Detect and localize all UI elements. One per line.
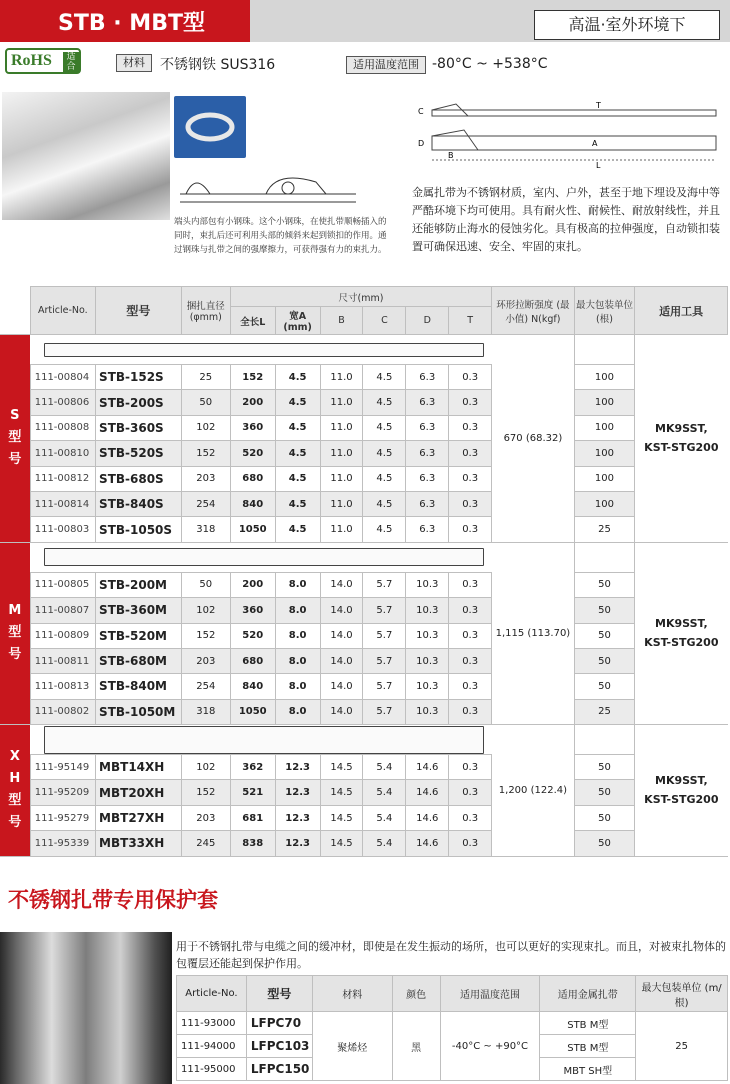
dim-D: 14.6 (406, 805, 449, 830)
tool-cell (635, 542, 728, 724)
dim-B: 11.0 (320, 415, 363, 440)
sleeve-model: LFPC103 (246, 1035, 312, 1058)
dim-T: 0.3 (449, 441, 492, 466)
table-row (0, 441, 728, 466)
dim-T: 0.3 (449, 517, 492, 542)
buckle-ring-icon (174, 96, 246, 158)
pack-unit: 50 (574, 780, 634, 805)
sleeve-temp: -40°C ~ +90°C (440, 1012, 540, 1081)
dim-T: 0.3 (449, 780, 492, 805)
dim-C: 4.5 (363, 491, 406, 516)
length-L: 1050 (230, 699, 275, 724)
dim-letter-C: C (418, 107, 424, 116)
dim-C: 5.7 (363, 598, 406, 623)
pack-spacer (574, 335, 634, 365)
dim-letter-A: A (592, 139, 598, 148)
dim-D: 6.3 (406, 365, 449, 390)
dim-letter-D: D (418, 139, 425, 148)
dim-T: 0.3 (449, 831, 492, 856)
article-no: 111-00808 (30, 415, 95, 440)
dim-T: 0.3 (449, 699, 492, 724)
dim-B: 14.5 (320, 805, 363, 830)
col-L: 全长L (230, 307, 275, 335)
width-A: 12.3 (275, 831, 320, 856)
dim-C: 4.5 (363, 517, 406, 542)
length-L: 680 (230, 648, 275, 673)
tie-diagram-row (0, 542, 728, 572)
cable-tie-icon (44, 726, 484, 754)
dim-T: 0.3 (449, 415, 492, 440)
col-size: 尺寸(mm) (230, 287, 491, 307)
col-C: C (363, 307, 406, 335)
length-L: 360 (230, 415, 275, 440)
product-photo (2, 92, 170, 220)
dim-D: 10.3 (406, 699, 449, 724)
length-L: 362 (230, 755, 275, 780)
col-T: T (449, 307, 492, 335)
col-bundle: 捆扎直径 (φmm) (181, 287, 230, 335)
length-L: 1050 (230, 517, 275, 542)
dim-D: 10.3 (406, 623, 449, 648)
article-no: 111-00809 (30, 623, 95, 648)
model: STB-152S (96, 365, 182, 390)
width-A: 8.0 (275, 572, 320, 597)
sleeve-tie-type: STB M型 (540, 1035, 636, 1058)
dim-C: 4.5 (363, 415, 406, 440)
bundle-dia: 318 (181, 699, 230, 724)
col-A: 宽A (mm) (275, 307, 320, 335)
bundle-dia: 152 (181, 623, 230, 648)
dim-D: 14.6 (406, 755, 449, 780)
pack-spacer (574, 725, 634, 755)
bundle-dia: 203 (181, 805, 230, 830)
dim-C: 5.7 (363, 648, 406, 673)
table-row (0, 674, 728, 699)
width-A: 12.3 (275, 780, 320, 805)
bundle-dia: 102 (181, 755, 230, 780)
article-no: 111-95209 (30, 780, 95, 805)
dim-T: 0.3 (449, 755, 492, 780)
ring-strength: 1,115 (113.70) (492, 542, 575, 724)
model: MBT14XH (96, 755, 182, 780)
article-no: 111-00811 (30, 648, 95, 673)
sleeve-article-no: 111-93000 (177, 1012, 247, 1035)
sleeve-table (176, 975, 728, 1081)
width-A: 8.0 (275, 598, 320, 623)
bundle-dia: 254 (181, 674, 230, 699)
tool-name-2: KST-STG200 (644, 793, 719, 807)
dim-letter-B: B (448, 151, 454, 160)
dim-T: 0.3 (449, 491, 492, 516)
dim-B: 11.0 (320, 491, 363, 516)
model: STB-200M (96, 572, 182, 597)
model: MBT33XH (96, 831, 182, 856)
sleeve-description: 用于不锈钢扎带与电缆之间的缓冲材，即使是在发生振动的场所，也可以更好的实现束扎。而且，对被束扎物体的包覆层还能起到保护作用。 (176, 940, 726, 970)
width-A: 8.0 (275, 648, 320, 673)
model: STB-1050S (96, 517, 182, 542)
dim-D: 10.3 (406, 648, 449, 673)
article-no: 111-00812 (30, 466, 95, 491)
dim-C: 4.5 (363, 390, 406, 415)
model: STB-680M (96, 648, 182, 673)
article-no: 111-00802 (30, 699, 95, 724)
dim-D: 14.6 (406, 780, 449, 805)
ring-strength: 670 (68.32) (492, 335, 575, 543)
dim-D: 14.6 (406, 831, 449, 856)
table-row (0, 390, 728, 415)
dim-C: 5.7 (363, 674, 406, 699)
tool-cell (635, 725, 728, 857)
sleeve-col-temp: 适用温度范围 (440, 976, 540, 1012)
bundle-dia: 203 (181, 466, 230, 491)
table-row (0, 699, 728, 724)
sleeve-col-model: 型号 (246, 976, 312, 1012)
cable-tie-icon (44, 548, 484, 566)
pack-unit: 100 (574, 441, 634, 466)
dim-B: 14.0 (320, 648, 363, 673)
rohs-badge (5, 48, 81, 74)
model: STB-200S (96, 390, 182, 415)
spec-table (0, 286, 728, 857)
sleeve-article-no: 111-94000 (177, 1035, 247, 1058)
article-no: 111-00814 (30, 491, 95, 516)
table-row (0, 517, 728, 542)
tie-diagram (30, 335, 491, 365)
sleeve-table-body (177, 1012, 728, 1081)
article-no: 111-00803 (30, 517, 95, 542)
dim-D: 6.3 (406, 390, 449, 415)
table-row (0, 598, 728, 623)
sleeve-pack: 25 (636, 1012, 728, 1081)
header-bar (0, 0, 730, 42)
tie-diagram-row (0, 725, 728, 755)
tool-name-1: MK9SST, (655, 774, 708, 788)
table-row (0, 415, 728, 440)
table-row (0, 805, 728, 830)
group-side-label: S 型 号 (0, 335, 30, 543)
pack-unit: 100 (574, 466, 634, 491)
col-strength: 环形拉断强度 (最小值) N(kgf) (492, 287, 575, 335)
article-no: 111-00807 (30, 598, 95, 623)
dim-T: 0.3 (449, 598, 492, 623)
pack-unit: 25 (574, 517, 634, 542)
temp-value: -80°C ~ +538°C (432, 56, 548, 72)
sleeve-col-material: 材料 (312, 976, 392, 1012)
table-row (0, 365, 728, 390)
tool-name-1: MK9SST, (655, 617, 708, 631)
length-L: 521 (230, 780, 275, 805)
width-A: 8.0 (275, 674, 320, 699)
tie-diagram-row (0, 335, 728, 365)
sleeve-col-pack: 最大包装单位 (m/根) (636, 976, 728, 1012)
article-no: 111-00805 (30, 572, 95, 597)
table-row (0, 572, 728, 597)
width-A: 12.3 (275, 805, 320, 830)
article-no: 111-00810 (30, 441, 95, 466)
dim-B: 14.0 (320, 699, 363, 724)
length-L: 200 (230, 390, 275, 415)
article-no: 111-00804 (30, 365, 95, 390)
dim-B: 11.0 (320, 390, 363, 415)
dim-D: 10.3 (406, 572, 449, 597)
article-no: 111-95149 (30, 755, 95, 780)
sleeve-model: LFPC150 (246, 1058, 312, 1081)
dim-D: 6.3 (406, 466, 449, 491)
dim-D: 10.3 (406, 674, 449, 699)
bundle-dia: 203 (181, 648, 230, 673)
ball-lock-note: 端头内部包有小钢珠。这个小钢珠，在使扎带顺畅插入的同时，束扎后还可利用头部的倾斜来起到锁扣的作用。通过钢珠与扎带之间的强摩擦力，可获得强有力的束扎力。 (174, 217, 387, 255)
article-no: 111-00813 (30, 674, 95, 699)
model: STB-360M (96, 598, 182, 623)
col-model: 型号 (96, 287, 182, 335)
pack-unit: 100 (574, 491, 634, 516)
dim-D: 6.3 (406, 491, 449, 516)
width-A: 8.0 (275, 623, 320, 648)
model: STB-1050M (96, 699, 182, 724)
dim-B: 14.5 (320, 755, 363, 780)
pack-unit: 50 (574, 831, 634, 856)
dim-T: 0.3 (449, 648, 492, 673)
dim-B: 14.0 (320, 598, 363, 623)
model: MBT27XH (96, 805, 182, 830)
length-L: 520 (230, 623, 275, 648)
page-title: STB · MBT型 (58, 11, 205, 36)
title-band (0, 0, 250, 42)
pack-unit: 25 (574, 699, 634, 724)
buckle-photo (174, 96, 246, 158)
bundle-dia: 50 (181, 390, 230, 415)
pack-unit: 50 (574, 648, 634, 673)
width-A: 4.5 (275, 491, 320, 516)
rohs-label: RoHS (11, 52, 52, 69)
pack-unit: 100 (574, 390, 634, 415)
dim-T: 0.3 (449, 390, 492, 415)
sleeve-col-tie: 适用金属扎带 (540, 976, 636, 1012)
dim-B: 14.5 (320, 780, 363, 805)
pack-unit: 100 (574, 415, 634, 440)
tie-diagram (30, 725, 491, 755)
model: MBT20XH (96, 780, 182, 805)
sleeve-material: 聚烯烃 (312, 1012, 392, 1081)
lock-mechanism-diagram (176, 164, 362, 216)
width-A: 4.5 (275, 365, 320, 390)
article-no: 111-00806 (30, 390, 95, 415)
sleeve-tie-type: STB M型 (540, 1012, 636, 1035)
spec-table-body (0, 335, 728, 857)
sleeve-article-no: 111-95000 (177, 1058, 247, 1081)
length-L: 360 (230, 598, 275, 623)
col-article: Article-No. (30, 287, 95, 335)
dim-letter-T: T (596, 101, 601, 110)
group-side-label: X H 型 号 (0, 725, 30, 857)
bundle-dia: 152 (181, 780, 230, 805)
sleeve-row (177, 1012, 728, 1035)
article-no: 111-95279 (30, 805, 95, 830)
col-tool: 适用工具 (635, 287, 728, 335)
group-side-label: M 型 号 (0, 542, 30, 724)
pack-unit: 50 (574, 598, 634, 623)
pack-unit: 100 (574, 365, 634, 390)
bundle-dia: 50 (181, 572, 230, 597)
length-L: 840 (230, 674, 275, 699)
sleeve-section-title: 不锈钢扎带专用保护套 (8, 888, 218, 912)
dim-D: 6.3 (406, 441, 449, 466)
dim-D: 10.3 (406, 598, 449, 623)
dim-B: 14.0 (320, 623, 363, 648)
dim-B: 14.0 (320, 674, 363, 699)
dim-B: 14.5 (320, 831, 363, 856)
sleeve-color: 黑 (392, 1012, 440, 1081)
length-L: 681 (230, 805, 275, 830)
dim-C: 5.4 (363, 831, 406, 856)
bundle-dia: 318 (181, 517, 230, 542)
dimension-diagram (416, 100, 728, 170)
bundle-dia: 25 (181, 365, 230, 390)
pack-unit: 50 (574, 755, 634, 780)
sleeve-tie-type: MBT SH型 (540, 1058, 636, 1081)
pack-unit: 50 (574, 805, 634, 830)
model: STB-360S (96, 415, 182, 440)
dim-C: 5.4 (363, 805, 406, 830)
model: STB-520M (96, 623, 182, 648)
table-row (0, 831, 728, 856)
dim-T: 0.3 (449, 623, 492, 648)
table-row (0, 466, 728, 491)
ring-strength: 1,200 (122.4) (492, 725, 575, 857)
dim-C: 5.7 (363, 623, 406, 648)
dim-letter-L: L (596, 161, 601, 170)
model: STB-840S (96, 491, 182, 516)
dim-D: 6.3 (406, 517, 449, 542)
dim-B: 14.0 (320, 572, 363, 597)
dim-C: 4.5 (363, 365, 406, 390)
model: STB-520S (96, 441, 182, 466)
bundle-dia: 254 (181, 491, 230, 516)
table-row (0, 648, 728, 673)
sleeve-photo (0, 932, 172, 1084)
tie-diagram (30, 542, 491, 572)
dim-T: 0.3 (449, 805, 492, 830)
dim-D: 6.3 (406, 415, 449, 440)
model: STB-840M (96, 674, 182, 699)
bundle-dia: 102 (181, 415, 230, 440)
width-A: 4.5 (275, 441, 320, 466)
dim-C: 5.4 (363, 780, 406, 805)
dim-B: 11.0 (320, 441, 363, 466)
width-A: 4.5 (275, 517, 320, 542)
dim-T: 0.3 (449, 572, 492, 597)
pack-unit: 50 (574, 623, 634, 648)
bundle-dia: 152 (181, 441, 230, 466)
length-L: 680 (230, 466, 275, 491)
length-L: 838 (230, 831, 275, 856)
dim-C: 5.7 (363, 699, 406, 724)
pack-unit: 50 (574, 674, 634, 699)
col-D: D (406, 307, 449, 335)
dim-T: 0.3 (449, 466, 492, 491)
length-L: 840 (230, 491, 275, 516)
width-A: 4.5 (275, 466, 320, 491)
tool-name-2: KST-STG200 (644, 636, 719, 650)
dim-B: 11.0 (320, 517, 363, 542)
table-row (0, 755, 728, 780)
sleeve-col-article: Article-No. (177, 976, 247, 1012)
table-row (0, 780, 728, 805)
temp-tag: 适用温度范围 (346, 56, 426, 74)
table-row (0, 491, 728, 516)
sleeve-col-color: 颜色 (392, 976, 440, 1012)
bundle-dia: 102 (181, 598, 230, 623)
bundle-dia: 245 (181, 831, 230, 856)
sleeve-model: LFPC70 (246, 1012, 312, 1035)
width-A: 4.5 (275, 415, 320, 440)
environment-label: 高温·室外环境下 (534, 10, 720, 40)
dim-B: 11.0 (320, 365, 363, 390)
article-no: 111-95339 (30, 831, 95, 856)
dim-T: 0.3 (449, 674, 492, 699)
pack-spacer (574, 542, 634, 572)
dim-T: 0.3 (449, 365, 492, 390)
table-row (0, 623, 728, 648)
width-A: 4.5 (275, 390, 320, 415)
dim-B: 11.0 (320, 466, 363, 491)
width-A: 8.0 (275, 699, 320, 724)
dim-C: 4.5 (363, 466, 406, 491)
material-value: 不锈钢铁 SUS316 (160, 57, 276, 73)
pack-unit: 50 (574, 572, 634, 597)
tool-name-2: KST-STG200 (644, 441, 719, 455)
material-tag: 材料 (116, 54, 152, 72)
col-B: B (320, 307, 363, 335)
length-L: 152 (230, 365, 275, 390)
tool-cell (635, 335, 728, 543)
col-pack: 最大包装单位 (根) (574, 287, 634, 335)
dim-C: 5.4 (363, 755, 406, 780)
width-A: 12.3 (275, 755, 320, 780)
tool-name-1: MK9SST, (655, 422, 708, 436)
model: STB-680S (96, 466, 182, 491)
length-L: 200 (230, 572, 275, 597)
cable-tie-icon (44, 343, 484, 357)
dim-C: 5.7 (363, 572, 406, 597)
length-L: 520 (230, 441, 275, 466)
rohs-suitable: 适合 (63, 52, 79, 72)
product-description: 金属扎带为不锈钢材质，室内、户外，甚至于地下埋设及海中等严酷环境下均可使用。具有耐火性、耐候性、耐放射线性，并且还能够防止海水的侵蚀劣化。具有极高的拉伸强度，自动锁扣装置可确保迅速、安全、牢固的束扎。 (412, 186, 720, 253)
dim-C: 4.5 (363, 441, 406, 466)
